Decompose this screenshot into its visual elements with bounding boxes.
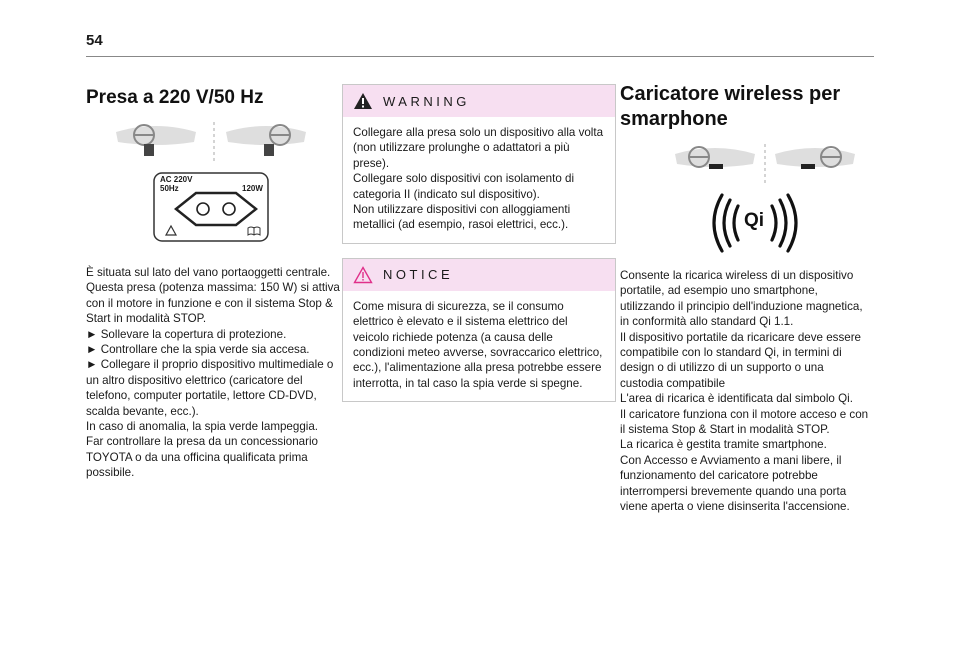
wireless-body: Consente la ricarica wireless di un dispositivo portatile, ad esempio uno smartphone, utilizzando il principio dell'induzione magnetica, in conformità allo standard Qi 1.1. Il dispositivo portatile da ricaricare deve essere compatibile con lo standard Qi, in termini di design o di utilizzo di un supporto o una custodia compatibile L'area di ricarica è identificata dal simbolo Qi. Il caricatore funziona con il motore acceso e con il sistema Stop & Start in modalità STOP. La ricarica è gestita tramite smartphone. Con Accesso e Avviamento a mani libere, il funzionamento del caricatore potrebbe interrompersi brevemente quando una porta viene aperta o viene disinserita l'accensione. (620, 269, 869, 514)
wireless-section (620, 70, 870, 515)
dashboard-layout-illustration-2 (620, 142, 870, 186)
notice-body: Come misura di sicurezza, se il consumo elettrico è elevato e il sistema elettrico del veicolo richiede potenza (a causa delle condizioni meteo avverse, sovraccarico elettrico, ecc.), l'alimentazione alla presa potrebbe essere interrotta, in tal caso la spia verde si spegne. (353, 299, 603, 390)
notice-title: NOTICE (383, 267, 454, 283)
warning-header (343, 85, 615, 117)
qi-label: Qi (744, 210, 765, 231)
notice-icon (353, 266, 373, 284)
wireless-title: Caricatore wireless per smarphone (620, 83, 841, 130)
warning-icon (353, 92, 373, 110)
notice-box (342, 258, 616, 402)
power-socket-icon (86, 171, 341, 243)
warning-box (342, 84, 616, 244)
steering-diagram-left (86, 120, 341, 165)
steering-diagram-right (620, 142, 870, 186)
socket-power-label: 120W (242, 184, 263, 193)
notice-header (343, 259, 615, 291)
warning-title: WARNING (383, 93, 470, 109)
qi-symbol (620, 192, 870, 254)
socket-body: È situata sul lato del vano portaoggetti centrale. Questa presa (potenza massima: 150 W) si attiva con il motore in funzione e con il sistema Stop & Start in modalità STOP. ► Sollevare la copertura di protezione. ► Controllare che la spia verde sia accesa. ► Collegare il proprio dispositivo multimediale o un altro dispositivo elettrico (caricatore del telefono, computer portatile, lettore CD-DVD, scalda bevante, ecc.). In caso di anomalia, la spia verde lampeggia. Far controllare la presa da un concessionario TOYOTA o da una officina qualificata prima possibile. (86, 266, 340, 480)
socket-voltage-label: AC 220V (160, 175, 193, 184)
socket-frequency-label: 50Hz (160, 184, 179, 193)
socket-illustration (86, 171, 341, 243)
warnings-column (342, 84, 616, 402)
warning-body: Collegare alla presa solo un dispositivo alla volta (non utilizzare prolunghe o adattatori a più prese). Collegare solo dispositivi con isolamento di categoria II (indicato sul dispositivo). Non utilizzare dispositivi con alloggiamenti metallici (ad esempio, rasoi elettrici, ecc.). (353, 126, 604, 232)
dashboard-layout-illustration (86, 120, 341, 165)
page-number: 54 (86, 32, 103, 49)
header-rule (86, 56, 874, 57)
socket-section (86, 70, 341, 481)
socket-title: Presa a 220 V/50 Hz (86, 87, 264, 108)
